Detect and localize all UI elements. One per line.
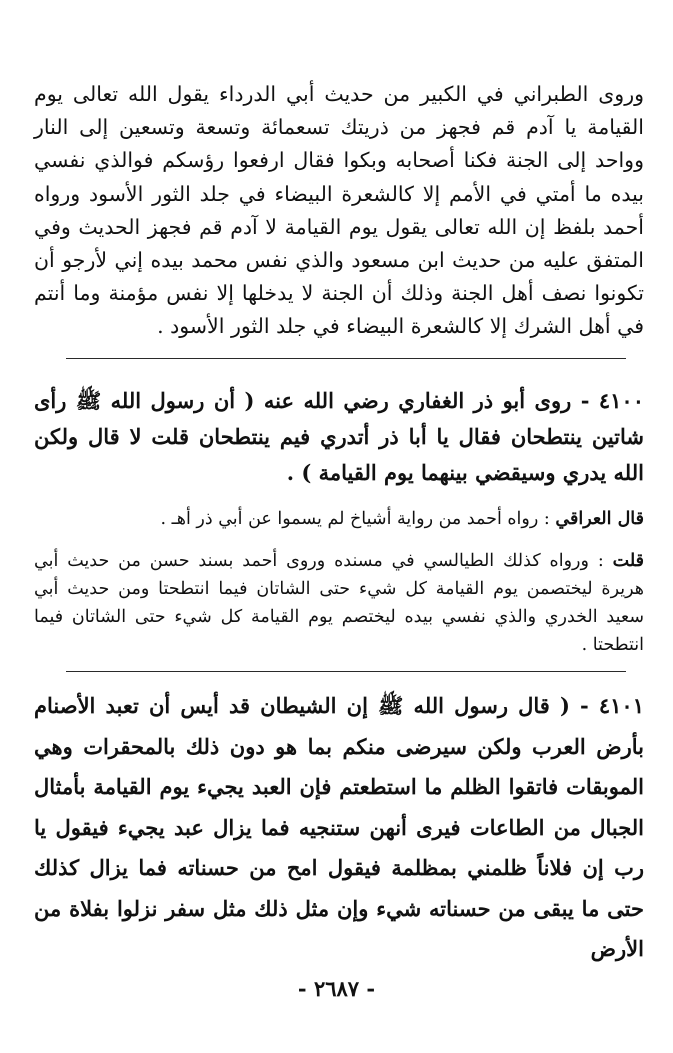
page-number: - ٢٦٨٧ - [297,976,376,1001]
qult-note-label: قلت [612,551,644,571]
iraqi-note-label: قال العراقي [555,509,644,529]
page-body [34,78,644,970]
hadith-4101: ٤١٠١ - ( قال رسول الله ﷺ إن الشيطان قد أيس أن تعبد الأصنام بأرض العرب ولكن سيرضى منكم بما هو دون ذلك بالمحقرات وهي الموبقات فاتقوا الظلم ما استطعتم فإن العبد يجيء يوم القيامة بأمثال الجبال من الطاعات فيرى أنهن ستنجيه فما يزال عبد يجيء فيقول يا رب إن فلاناً ظلمني بمظلمة فيقول امح من حسناته فما يزال كذلك حتى ما يبقى من حسناته شيء وإن مثل ذلك مثل سفر نزلوا بفلاة من الأرض [34,693,644,961]
section-divider-2 [66,671,626,672]
section-divider [66,358,626,359]
iraqi-note-text: : رواه أحمد من رواية أشياخ لم يسموا عن أبي ذر أهـ . [160,509,550,529]
iraqi-note [34,505,644,533]
qult-note-text: : ورواه كذلك الطيالسي في مسنده وروى أحمد بسند حسن من حديث أبي هريرة ليختصمن يوم القيامة كل شيء حتى الشاتان فيما انتطحتا ومن حديث أبي سعيد الخدري والذي نفسي بيده ليختصم يوم القيامة كل شيء حتى الشاتان فيما انتطحتا . [34,551,644,655]
intro-paragraph: وروى الطبراني في الكبير من حديث أبي الدرداء يقول الله تعالى يوم القيامة يا آدم قم فجهز من ذريتك تسعمائة وتسعة وتسعين إلى النار وواحد إلى الجنة فكنا أصحابه وبكوا فقال ارفعوا رؤسكم فوالذي نفسي بيده ما أمتي في الأمم إلا كالشعرة البيضاء في جلد الثور الأسود ورواه أحمد بلفظ إن الله تعالى يقول يوم القيامة لا آدم قم فجهز الحديث وفي المتفق عليه من حديث ابن مسعود والذي نفس محمد بيده إني لأرجو أن تكونوا نصف أهل الجنة وذلك أن الجنة لا يدخلها إلا نفس مؤمنة وما أنتم في أهل الشرك إلا كالشعرة البيضاء في جلد الثور الأسود . [34,82,644,339]
hadith-4100: ٤١٠٠ - روى أبو ذر الغفاري رضي الله عنه ( أن رسول الله ﷺ رأى شاتين ينتطحان فقال يا أبا ذر أتدري فيم ينتطحان قلت لا قال ولكن الله يدري وسيقضي بينهما يوم القيامة ) . [34,388,644,485]
qult-note [34,547,644,659]
